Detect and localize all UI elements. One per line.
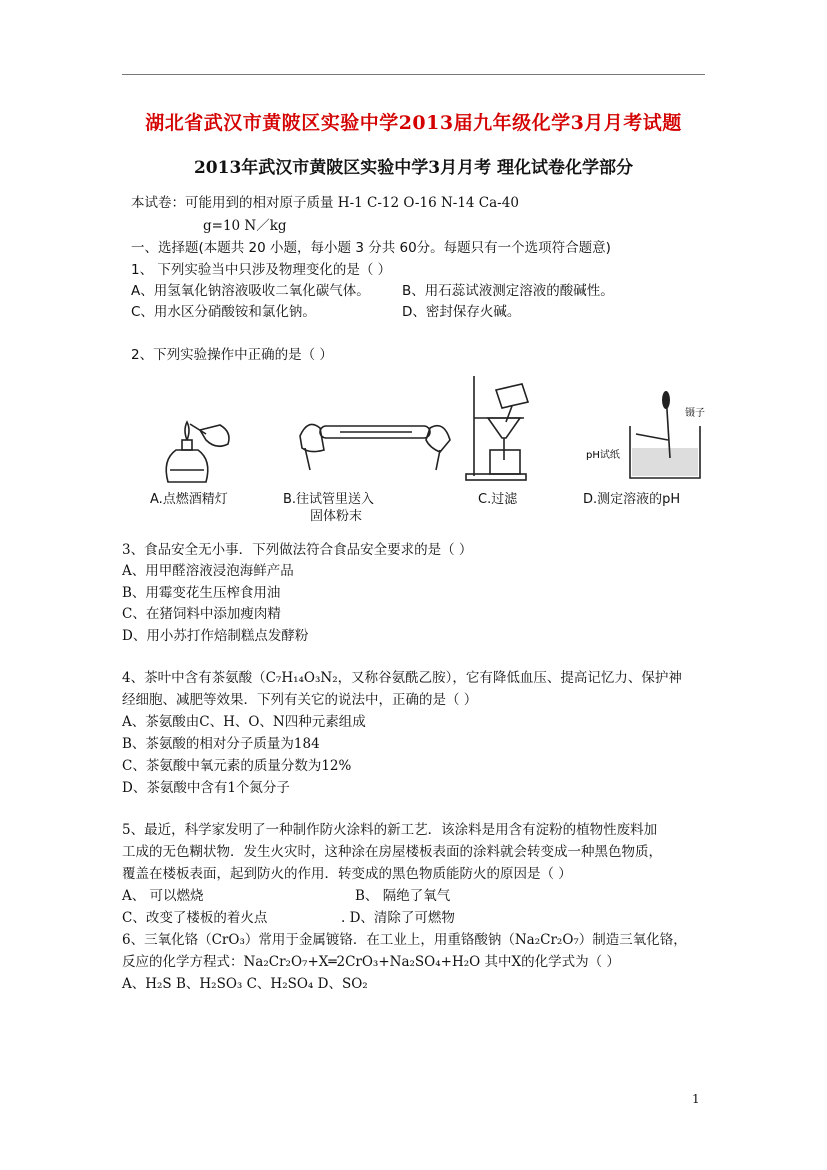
q5-option-c: C、改变了楼板的着火点 — [122, 910, 268, 926]
q3-option-d: D、用小苏打作焙制糕点发酵粉 — [122, 628, 309, 644]
question-6-cont: 反应的化学方程式：Na₂Cr₂O₇+X═2CrO₃+Na₂SO₄+H₂O 其中X的化学式为（ ） — [122, 954, 620, 970]
q4-option-c: C、茶氨酸中氧元素的质量分数为12% — [122, 758, 352, 774]
tweezers-label: 镊子 — [685, 408, 705, 419]
q3-option-b: B、用霉变花生压榨食用油 — [122, 585, 281, 601]
ph-paper-label: pH试纸 — [586, 450, 620, 461]
question-6: 6、三氧化铬（CrO₃）常用于金属镀铬．在工业上，用重铬酸钠（Na₂Cr₂O₇）制造三氧化铬， — [122, 932, 687, 948]
fig-caption-b2: 固体粉末 — [310, 509, 363, 524]
question-1: 1、 下列实验当中只涉及物理变化的是（ ） — [131, 262, 392, 278]
q1-option-c: C、用水区分硝酸铵和氯化钠。 — [131, 304, 316, 320]
fig-caption-c: C.过滤 — [478, 492, 518, 507]
q6-options: A、H₂S B、H₂SO₃ C、H₂SO₄ D、SO₂ — [122, 976, 368, 992]
q5-option-a: A、 可以燃烧 — [122, 888, 204, 904]
question-5-cont1: 工成的无色糊状物．发生火灾时，这种涂在房屋楼板表面的涂料就会转变成一种黑色物质， — [122, 844, 662, 860]
q4-option-d: D、茶氨酸中含有1个氮分子 — [122, 780, 290, 796]
q5-option-d: . D、清除了可燃物 — [341, 910, 455, 926]
info-line-g: g=10 N／kg — [203, 218, 287, 234]
q1-option-d: D、密封保存火碱。 — [402, 304, 521, 320]
filtration-icon — [466, 376, 528, 480]
question-4-cont: 经细胞、减肥等效果．下列有关它的说法中，正确的是（ ） — [122, 692, 478, 708]
q3-option-c: C、在猪饲料中添加瘦肉精 — [122, 606, 281, 622]
ph-test-icon — [630, 391, 700, 478]
lab-figure — [140, 370, 710, 490]
q5-option-b: B、 隔绝了氧气 — [355, 888, 451, 904]
q4-option-b: B、茶氨酸的相对分子质量为184 — [122, 736, 320, 752]
info-line: 本试卷：可能用到的相对原子质量 H-1 C-12 O-16 N-14 Ca-40 — [131, 195, 519, 211]
q3-option-a: A、用甲醛溶液浸泡海鲜产品 — [122, 563, 294, 579]
q1-option-a: A、用氢氧化钠溶液吸收二氧化碳气体。 — [131, 283, 370, 299]
test-tube-icon — [300, 424, 450, 470]
page-title: 湖北省武汉市黄陂区实验中学2013届九年级化学3月月考试题 — [145, 112, 682, 134]
question-4: 4、茶叶中含有茶氨酸（C₇H₁₄O₃N₂，又称谷氨酰乙胺），它有降低血压、提高记忆力、保护神 — [122, 670, 682, 686]
page-number: 1 — [692, 1092, 700, 1106]
question-5: 5、最近，科学家发明了一种制作防火涂料的新工艺．该涂料是用含有淀粉的植物性废料加 — [122, 822, 658, 838]
question-2: 2、下列实验操作中正确的是（ ） — [131, 347, 333, 363]
section-heading: 一、选择题(本题共 20 小题，每小题 3 分共 60分。每题只有一个选项符合题意) — [131, 240, 611, 256]
question-5-cont2: 覆盖在楼板表面，起到防火的作用．转变成的黑色物质能防火的原因是（ ） — [122, 866, 572, 882]
fig-caption-b: B.往试管里送入 — [283, 492, 375, 507]
alcohol-lamp-icon — [166, 422, 229, 482]
page-subtitle: 2013年武汉市黄陂区实验中学3月月考 理化试卷化学部分 — [193, 158, 634, 178]
q4-option-a: A、茶氨酸由C、H、O、N四种元素组成 — [122, 714, 366, 730]
q1-option-b: B、用石蕊试液测定溶液的酸碱性。 — [402, 283, 614, 299]
fig-caption-a: A.点燃酒精灯 — [150, 492, 228, 507]
fig-caption-d: D.测定溶液的pH — [583, 492, 681, 507]
header-rule — [122, 74, 705, 75]
question-3: 3、食品安全无小事．下列做法符合食品安全要求的是（ ） — [122, 542, 473, 558]
